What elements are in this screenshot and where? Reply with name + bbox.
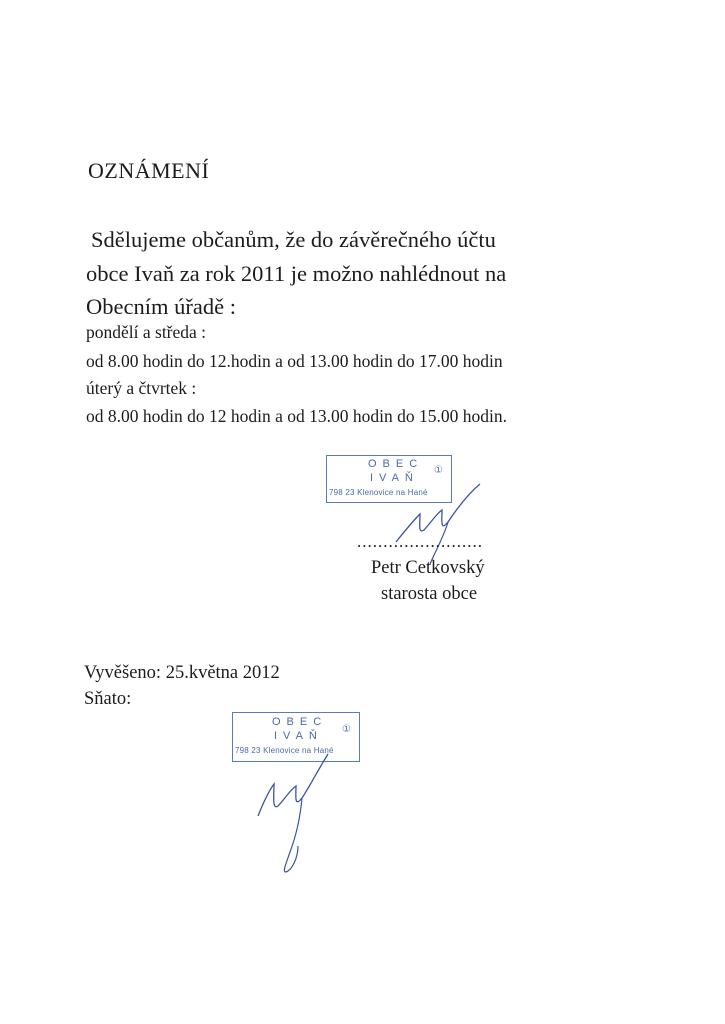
paragraph-line-3: Obecním úřadě : [86, 294, 236, 319]
stamp-address: 798 23 Klenovice na Hané [235, 746, 334, 755]
schedule-hours-1: od 8.00 hodin do 12.hodin a od 13.00 hodin do 17.00 hodin [86, 351, 503, 371]
stamp-line-2: IVAŇ [274, 730, 323, 742]
posted-date: Vyvěšeno: 25.května 2012 [84, 663, 280, 683]
signer-name: Petr Cetkovský [371, 558, 485, 578]
signature-bottom-icon [252, 740, 342, 880]
signature-line: ........................ [357, 532, 483, 551]
schedule-days-2: úterý a čtvrtek : [86, 378, 197, 398]
stamp-address: 798 23 Klenovice na Hané [329, 488, 428, 497]
paragraph-line-1: Sdělujeme občanům, že do závěrečného účtu [91, 227, 496, 252]
removed-date: Sňato: [84, 689, 132, 709]
seal-icon: ① [434, 465, 443, 476]
schedule-hours-2: od 8.00 hodin do 12 hodin a od 13.00 hodin do 15.00 hodin. [86, 406, 507, 426]
stamp-line-1: OBEC [368, 458, 424, 470]
paragraph-line-2: obce Ivaň za rok 2011 je možno nahlédnout na [86, 261, 507, 286]
signature-top-icon [390, 480, 490, 570]
schedule-days-1: pondělí a středa : [86, 322, 207, 342]
seal-icon: ① [342, 724, 351, 735]
stamp-line-2: IVAŇ [370, 472, 419, 484]
document-title: OZNÁMENÍ [88, 158, 210, 183]
signer-role: starosta obce [381, 584, 478, 604]
stamp-line-1: OBEC [272, 716, 328, 728]
